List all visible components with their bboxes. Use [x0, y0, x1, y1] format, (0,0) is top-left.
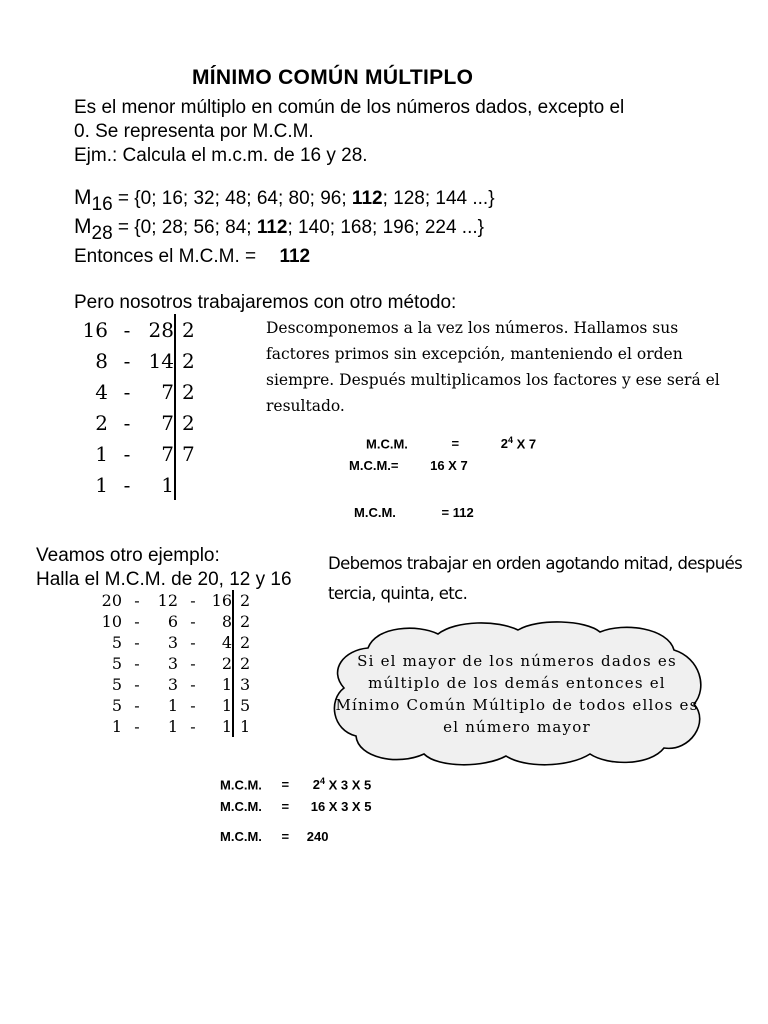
separator: - — [190, 633, 196, 652]
common-multiple: 112 — [351, 188, 383, 209]
separator: - — [123, 441, 131, 466]
ladder-number: 20 — [101, 591, 122, 610]
ladder-number: 6 — [167, 612, 178, 631]
final-value: 240 — [306, 829, 329, 844]
divisor: 2 — [233, 632, 266, 653]
exponent: 4 — [507, 435, 513, 445]
ladder-number: 5 — [111, 654, 122, 673]
ladder-number: 3 — [167, 675, 178, 694]
ladder-number: 14 — [148, 348, 174, 373]
ladder-row — [82, 314, 212, 345]
ladder-row — [82, 345, 212, 376]
ladder-number: 5 — [111, 696, 122, 715]
common-multiple: 112 — [256, 217, 288, 238]
ladder-number: 10 — [101, 612, 122, 631]
ladder-number: 5 — [111, 675, 122, 694]
multiples-of-28 — [74, 215, 484, 244]
separator: - — [190, 696, 196, 715]
divisor: 2 — [233, 611, 266, 632]
ladder-row — [96, 590, 266, 611]
divisor: 5 — [233, 695, 266, 716]
multiples-label: M — [74, 186, 92, 209]
equals-sign: = — [281, 829, 290, 844]
ladder-number: 1 — [221, 696, 232, 715]
separator: - — [123, 410, 131, 435]
ladder-number: 28 — [148, 317, 174, 342]
divisor: 2 — [175, 345, 212, 376]
ladder-number: 2 — [221, 654, 232, 673]
ladder-number: 2 — [95, 410, 108, 435]
ladder-number: 1 — [111, 717, 122, 736]
ladder-number: 1 — [95, 472, 108, 497]
divisor: 1 — [233, 716, 266, 737]
lcm-result-power — [366, 435, 536, 451]
separator: - — [123, 379, 131, 404]
base: 2 — [500, 436, 508, 452]
base: 2 — [312, 777, 320, 793]
ladder-row — [96, 716, 266, 737]
factors-rest: X 3 X 5 — [324, 777, 372, 793]
ladder-number: 1 — [221, 675, 232, 694]
ladder-row — [96, 695, 266, 716]
ladder-number: 1 — [95, 441, 108, 466]
product: 16 X 7 — [430, 458, 468, 473]
ladder-row — [82, 469, 212, 500]
equals-sign: = — [281, 777, 290, 793]
separator: - — [134, 675, 140, 694]
example-prompt: Ejm.: Calcula el m.c.m. de 16 y 28. — [74, 145, 368, 166]
ladder-number: 8 — [221, 612, 232, 631]
division-ladder-1 — [82, 314, 212, 500]
divisor: 2 — [175, 376, 212, 407]
lcm-result-power — [220, 776, 371, 792]
factors-rest: X 7 — [512, 436, 537, 452]
ladder-number: 1 — [167, 717, 178, 736]
multiples-subscript: 28 — [91, 223, 113, 244]
lcm-label: M.C.M.= — [349, 458, 399, 473]
divisor: 2 — [233, 590, 266, 611]
separator: - — [134, 612, 140, 631]
lcm-label: M.C.M. — [366, 436, 408, 452]
result-line — [74, 245, 310, 269]
divisor — [175, 469, 212, 500]
example-2-prompt: Halla el M.C.M. de 20, 12 y 16 — [36, 569, 292, 590]
ladder-number: 5 — [111, 633, 122, 652]
order-explanation: Debemos trabajar en orden agotando mitad, después tercia, quinta, etc. — [328, 554, 743, 603]
separator: - — [134, 633, 140, 652]
ladder-number: 3 — [167, 633, 178, 652]
ladder-number: 7 — [161, 379, 174, 404]
ladder-number: 4 — [221, 633, 232, 652]
final-value: = 112 — [441, 505, 474, 520]
definition-line-1: Es el menor múltiplo en común de los números dados, excepto el — [74, 97, 625, 118]
multiples-list-start: = {0; 28; 56; 84; — [112, 217, 257, 238]
separator: - — [190, 591, 196, 610]
ladder-number: 16 — [82, 317, 108, 342]
separator: - — [123, 472, 131, 497]
ladder-number: 1 — [221, 717, 232, 736]
example-2-intro: Veamos otro ejemplo: — [36, 545, 220, 566]
equals-sign: = — [451, 436, 460, 452]
multiples-subscript: 16 — [91, 194, 113, 215]
separator: - — [190, 717, 196, 736]
ladder-number: 7 — [161, 410, 174, 435]
ladder-row — [82, 407, 212, 438]
lcm-label: M.C.M. — [220, 777, 262, 793]
separator: - — [190, 654, 196, 673]
ladder-number: 16 — [211, 591, 232, 610]
divisor: 2 — [175, 407, 212, 438]
divisor: 3 — [233, 674, 266, 695]
product: 16 X 3 X 5 — [310, 799, 372, 814]
multiples-list-end: ; 140; 168; 196; 224 ...} — [287, 217, 484, 238]
lcm-result-product — [349, 458, 468, 473]
separator: - — [134, 696, 140, 715]
ladder-number: 7 — [161, 441, 174, 466]
ladder-number: 1 — [161, 472, 174, 497]
ladder-number: 1 — [167, 696, 178, 715]
lcm-result-final — [354, 505, 474, 520]
multiples-label: M — [74, 215, 92, 238]
definition-line-2: 0. Se representa por M.C.M. — [74, 121, 314, 142]
division-ladder-2 — [96, 590, 266, 737]
result-value: 112 — [279, 246, 311, 267]
ladder-number: 4 — [95, 379, 108, 404]
exponent: 4 — [319, 776, 325, 786]
ladder-number: 8 — [95, 348, 108, 373]
separator: - — [190, 675, 196, 694]
result-label: Entonces el M.C.M. = — [74, 246, 257, 267]
multiples-of-16 — [74, 186, 495, 215]
separator: - — [134, 717, 140, 736]
ladder-row — [96, 674, 266, 695]
ladder-row — [82, 376, 212, 407]
separator: - — [134, 591, 140, 610]
separator: - — [134, 654, 140, 673]
method-intro: Pero nosotros trabajaremos con otro método: — [74, 292, 457, 313]
multiples-list-end: ; 128; 144 ...} — [382, 188, 495, 209]
separator: - — [123, 317, 131, 342]
ladder-row — [82, 438, 212, 469]
ladder-row — [96, 653, 266, 674]
lcm-result-product — [220, 799, 371, 814]
divisor: 2 — [175, 314, 212, 345]
divisor: 7 — [175, 438, 212, 469]
lcm-result-final — [220, 829, 328, 844]
ladder-number: 3 — [167, 654, 178, 673]
separator: - — [123, 348, 131, 373]
ladder-number: 12 — [157, 591, 178, 610]
lcm-label: M.C.M. — [220, 799, 262, 814]
multiples-list-start: = {0; 16; 32; 48; 64; 80; 96; — [112, 188, 352, 209]
cloud-text: Si el mayor de los números dados es múltiplo de los demás entonces el Mínimo Común Múltiplo de todos ellos es el número mayor — [335, 652, 699, 736]
ladder-row — [96, 611, 266, 632]
lcm-label: M.C.M. — [220, 829, 262, 844]
method-explanation: Descomponemos a la vez los números. Hallamos sus factores primos sin excepción, manteniendo el orden siempre. Después multiplicamos los factores y ese será el resultado. — [266, 319, 720, 415]
page-title: MÍNIMO COMÚN MÚLTIPLO — [192, 66, 474, 89]
ladder-row — [96, 632, 266, 653]
divisor: 2 — [233, 653, 266, 674]
equals-sign: = — [281, 799, 290, 814]
separator: - — [190, 612, 196, 631]
lcm-label: M.C.M. — [354, 505, 396, 520]
